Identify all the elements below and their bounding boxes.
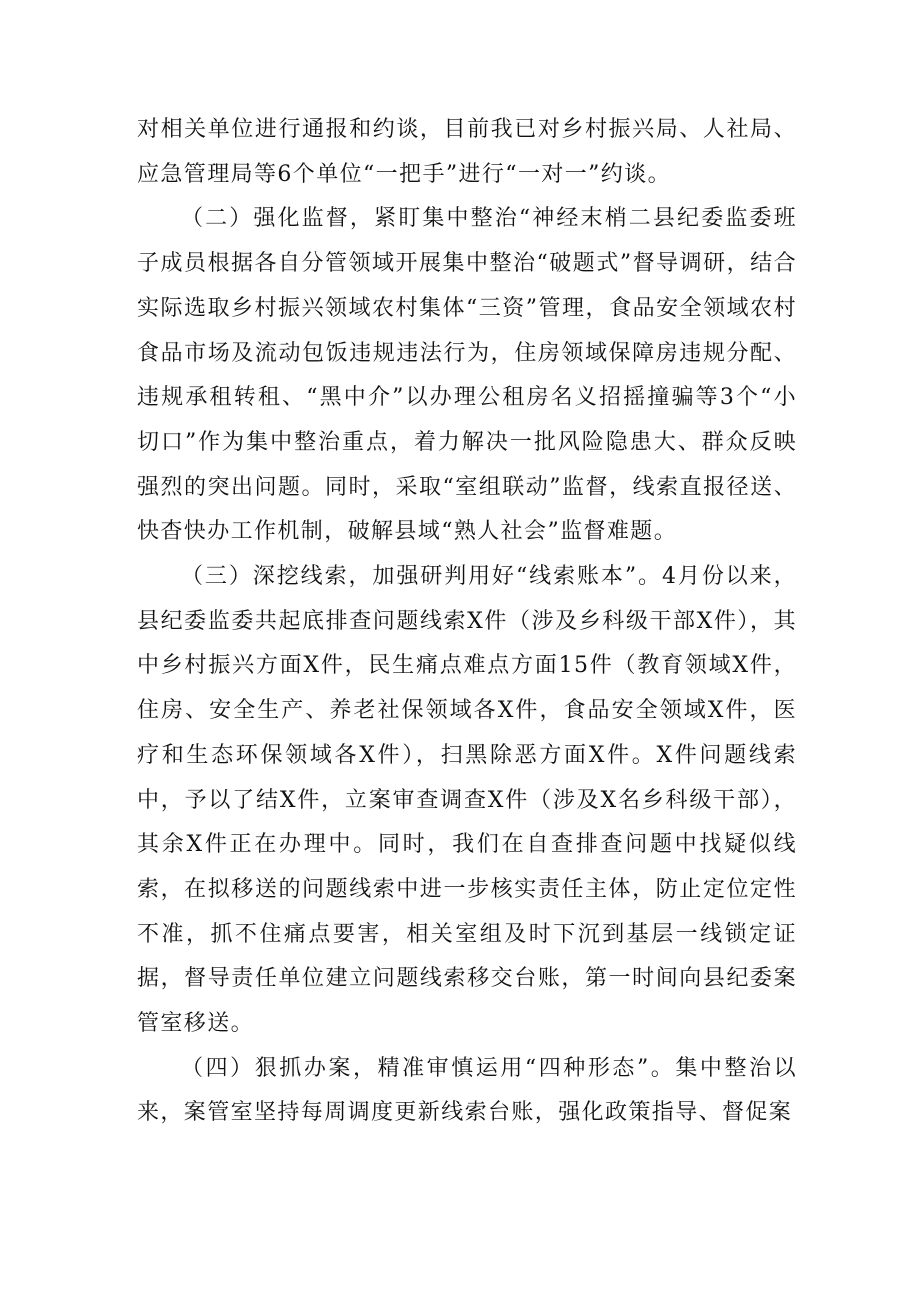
paragraph-continuation: 对相关单位进行通报和约谈，目前我已对乡村振兴局、人社局、应急管理局等6个单位“一把手”进行“一对一”约谈。 [137, 117, 797, 187]
paragraph-section-3: （三）深挖线索，加强研判用好“线索账本”。4月份以来，县纪委监委共起底排查问题线索X件（涉及乡科级干部X件），其中乡村振兴方面X件，民生痛点难点方面15件（教育领域X件，住房、安全生产、养老社保领域各X件，食品安全领域X件，医疗和生态环保领域各X件），扫黑除恶方面X件。X件问题线索中，予以了结X件，立案审查调查X件（涉及X名乡科级干部），其余X件正在办理中。同时，我们在自查排查问题中找疑似线索，在拟移送的问题线索中进一步核实责任主体，防止定位定性不准，抓不住痛点要害，相关室组及时下沉到基层一线锁定证据，督导责任单位建立问题线索移交台账，第一时间向县纪委案管室移送。 [137, 564, 797, 1037]
document-body [137, 108, 797, 1136]
paragraph-section-4: （四）狠抓办案，精准审慎运用“四种形态”。集中整治以来，案管室坚持每周调度更新线索台账，强化政策指导、督促案 [137, 1055, 797, 1126]
paragraph-section-2: （二）强化监督，紧盯集中整治“神经末梢二县纪委监委班子成员根据各自分管领域开展集中整治“破题式”督导调研，结合实际选取乡村振兴领域农村集体“三资”管理，食品安全领域农村食品市场及流动包饭违规违法行为，住房领域保障房违规分配、违规承租转租、“黑中介”以办理公租房名义招摇撞骗等3个“小切口”作为集中整治重点，着力解决一批风险隐患大、群众反映强烈的突出问题。同时，采取“室组联动”监督，线索直报径送、快杳快办工作机制，破解县域“熟人社会”监督难题。 [137, 206, 797, 545]
